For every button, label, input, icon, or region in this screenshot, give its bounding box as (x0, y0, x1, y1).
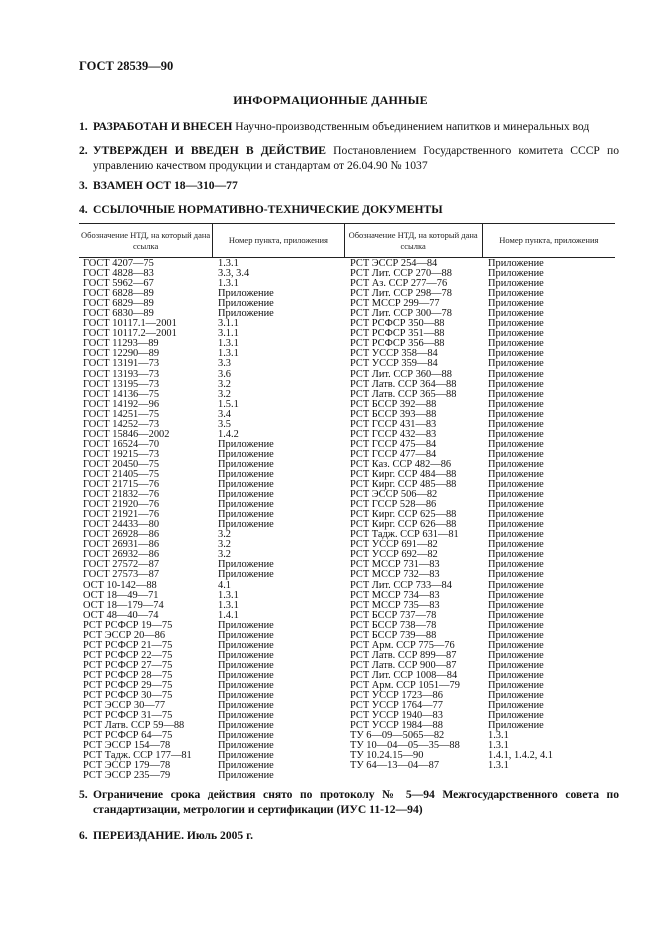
item-4 (79, 202, 619, 217)
table-cell: Приложение (488, 559, 544, 571)
table-cell: Приложение (488, 258, 544, 269)
item-text: ПЕРЕИЗДАНИЕ. Июль 2005 г. (93, 829, 253, 842)
item-3 (79, 178, 619, 193)
table-cell: Приложение (218, 720, 274, 732)
item-6 (79, 828, 619, 843)
table-cell: РСТ Латв. ССР 900—87 (350, 659, 457, 671)
table-cell: 1.3.1 (218, 348, 239, 360)
table-cell: РСТ ЭССР 254—84 (350, 258, 438, 269)
table-cell: 1.3.1 (488, 740, 509, 752)
table-cell: ГОСТ 14136—75 (83, 388, 160, 400)
table-cell: 3.3, 3.4 (218, 268, 250, 280)
table-cell: Приложение (218, 308, 274, 320)
table-cell: РСТ ГССР 475—84 (350, 438, 437, 450)
table-cell: 3.4 (218, 408, 231, 420)
table-cell: ОСТ 18—179—74 (83, 599, 164, 611)
table-cell: 3.1.1 (218, 328, 239, 340)
table-cell: Приложение (488, 690, 544, 702)
table-cell: 3.5 (218, 418, 231, 430)
table-cell: Приложение (218, 509, 274, 521)
item-number: 5. (79, 788, 88, 801)
table-cell: РСТ РСФСР 21—75 (83, 639, 173, 651)
table-cell: Приложение (488, 388, 544, 400)
item-bold: РАЗРАБОТАН И ВНЕСЕН (93, 120, 233, 133)
table-cell: РСТ МССР 732—83 (350, 569, 440, 581)
table-cell: ГОСТ 26928—86 (83, 529, 160, 541)
table-cell: Приложение (488, 649, 544, 661)
table-cell: Приложение (488, 619, 544, 631)
table-cell: ГОСТ 4207—75 (83, 258, 154, 269)
item-number: 6. (79, 829, 88, 842)
item-text: Ограничение срока действия снято по протоколу № 5—94 Межгосударственного совета по стандартизации, метрологии и сертификации (ИУС 11-12—94) (93, 788, 619, 816)
table-cell: Приложение (488, 569, 544, 581)
item-5 (79, 787, 619, 817)
table-cell: 1.4.2 (218, 428, 239, 440)
section-title: ИНФОРМАЦИОННЫЕ ДАННЫЕ (233, 93, 428, 107)
table-cell: РСТ Лит. ССР 1008—84 (350, 669, 458, 681)
table-cell: Приложение (218, 710, 274, 722)
table-cell: РСТ ГССР 431—83 (350, 418, 437, 430)
table-cell: Приложение (488, 710, 544, 722)
table-cell: Приложение (488, 529, 544, 541)
table-cell: ГОСТ 21921—76 (83, 509, 160, 521)
table-cell: Приложение (488, 428, 544, 440)
table-cell: ОСТ 10-142—88 (83, 579, 157, 591)
table-cell: РСТ ЭССР 20—86 (83, 629, 166, 641)
table-cell: ГОСТ 14251—75 (83, 408, 160, 420)
table-cell: Приложение (488, 298, 544, 310)
table-cell: Приложение (218, 468, 274, 480)
table-cell: Приложение (488, 629, 544, 641)
table-cell: Приложение (218, 619, 274, 631)
table-cell: ГОСТ 13193—73 (83, 368, 160, 380)
table-cell: РСТ УССР 1723—86 (350, 690, 443, 702)
table-cell: Приложение (218, 750, 274, 762)
table-cell: ГОСТ 10117.1—2001 (83, 318, 177, 330)
table-cell: РСТ БССР 737—78 (350, 609, 437, 621)
table-cell: Приложение (218, 288, 274, 300)
table-cell: Приложение (218, 519, 274, 531)
table-cell: РСТ УССР 358—84 (350, 348, 438, 360)
table-cell: ГОСТ 27573—87 (83, 569, 160, 581)
table-cell: ГОСТ 26932—86 (83, 549, 160, 561)
table-cell: РСТ РСФСР 19—75 (83, 619, 173, 631)
table-body (79, 258, 615, 781)
header-right-clause: Номер пункта, приложения (482, 224, 615, 257)
table-cell: 1.3.1 (218, 278, 239, 290)
table-cell: Приложение (488, 368, 544, 380)
table-cell: Приложение (488, 700, 544, 712)
table-cell: РСТ Тадж. ССР 177—81 (83, 750, 192, 762)
table-cell: РСТ ЭССР 154—78 (83, 740, 171, 752)
table-cell: ГОСТ 24433—80 (83, 519, 160, 531)
table-cell: РСТ Каз. ССР 482—86 (350, 458, 452, 470)
table-cell: Приложение (488, 318, 544, 330)
table-cell: Приложение (488, 418, 544, 430)
table-cell: Приложение (488, 278, 544, 290)
table-cell: РСТ УССР 1984—88 (350, 720, 443, 732)
item-1 (79, 119, 619, 134)
table-cell: РСТ ЭССР 30—77 (83, 700, 166, 712)
table-cell: Приложение (218, 760, 274, 772)
table-cell: Приложение (218, 438, 274, 450)
table-cell: РСТ УССР 1940—83 (350, 710, 443, 722)
table-cell: ГОСТ 20450—75 (83, 458, 160, 470)
item-bold: ВЗАМЕН ОСТ 18—310—77 (93, 179, 238, 192)
header-left-doc: Обозначение НТД, на который дана ссылка (81, 229, 211, 251)
table-cell: Приложение (218, 559, 274, 571)
table-cell: Приложение (218, 298, 274, 310)
table-cell: Приложение (218, 690, 274, 702)
table-cell: Приложение (488, 499, 544, 511)
table-cell: ГОСТ 5962—67 (83, 278, 154, 290)
table-cell: РСТ Латв. ССР 899—87 (350, 649, 457, 661)
references-table (79, 223, 615, 781)
table-cell: РСТ БССР 739—88 (350, 629, 437, 641)
table-cell: 1.3.1 (218, 599, 239, 611)
table-cell: 1.3.1 (488, 730, 509, 742)
table-cell: ГОСТ 13191—73 (83, 358, 160, 370)
table-cell: РСТ ГССР 432—83 (350, 428, 437, 440)
table-cell: РСТ Арм. ССР 1051—79 (350, 679, 460, 691)
table-cell: 3.2 (218, 549, 231, 561)
table-cell: РСТ МССР 731—83 (350, 559, 440, 571)
table-cell: Приложение (488, 468, 544, 480)
table-cell: РСТ УССР 359—84 (350, 358, 438, 370)
table-cell: ГОСТ 11293—89 (83, 338, 159, 350)
table-cell: Приложение (488, 438, 544, 450)
table-cell: 3.2 (218, 388, 231, 400)
table-cell: РСТ РСФСР 351—88 (350, 328, 445, 340)
table-cell: 3.3 (218, 358, 231, 370)
item-text: Постановлением Государственного комитета СССР по управлению качеством продукции и стандартам от 26.04.90 № 1037 (93, 144, 619, 172)
table-cell: РСТ Кирг. ССР 626—88 (350, 519, 457, 531)
table-cell: Приложение (488, 348, 544, 360)
table-cell: Приложение (218, 639, 274, 651)
table-cell: Приложение (218, 458, 274, 470)
table-cell: 1.3.1 (218, 338, 239, 350)
table-cell: РСТ РСФСР 31—75 (83, 710, 173, 722)
table-cell: Приложение (488, 328, 544, 340)
table-cell: РСТ РСФСР 22—75 (83, 649, 173, 661)
table-cell: РСТ РСФСР 28—75 (83, 669, 173, 681)
header-left-clause: Номер пункта, приложения (212, 224, 343, 257)
table-cell: Приложение (488, 509, 544, 521)
table-cell: РСТ Аз. ССР 277—76 (350, 278, 448, 290)
table-cell: 1.3.1 (218, 589, 239, 601)
table-cell: РСТ ГССР 528—86 (350, 499, 437, 511)
table-cell: РСТ МССР 299—77 (350, 298, 440, 310)
table-cell: Приложение (488, 609, 544, 621)
table-cell: ТУ 10—04—05—35—88 (350, 740, 460, 752)
table-cell: Приложение (218, 770, 274, 782)
table-cell: Приложение (218, 649, 274, 661)
table-cell: Приложение (218, 659, 274, 671)
table-cell: Приложение (488, 338, 544, 350)
table-cell: Приложение (218, 669, 274, 681)
table-cell: РСТ РСФСР 64—75 (83, 730, 173, 742)
table-cell: Приложение (488, 308, 544, 320)
table-cell: РСТ ЭССР 506—82 (350, 489, 438, 501)
table-cell: РСТ Арм. ССР 775—76 (350, 639, 455, 651)
table-cell: Приложение (488, 489, 544, 501)
table-cell: ГОСТ 6828—89 (83, 288, 154, 300)
table-cell: РСТ Латв. ССР 365—88 (350, 388, 457, 400)
table-cell: ГОСТ 21832—76 (83, 489, 160, 501)
table-cell: ГОСТ 21920—76 (83, 499, 160, 511)
table-cell: ОСТ 48—40—74 (83, 609, 159, 621)
table-cell: Приложение (218, 629, 274, 641)
table-cell: Приложение (488, 720, 544, 732)
table-cell: Приложение (218, 740, 274, 752)
table-cell: РСТ Лит. ССР 300—78 (350, 308, 452, 320)
table-cell: РСТ Лит. ССР 733—84 (350, 579, 452, 591)
item-number: 2. (79, 144, 88, 157)
header-right-doc: Обозначение НТД, на который дана ссылка (344, 224, 482, 257)
table-cell: Приложение (488, 448, 544, 460)
table-cell: ГОСТ 13195—73 (83, 378, 160, 390)
table-cell: ГОСТ 6829—89 (83, 298, 154, 310)
item-number: 3. (79, 179, 88, 192)
table-cell: ГОСТ 21715—76 (83, 479, 160, 491)
table-cell: РСТ ЭССР 235—79 (83, 770, 171, 782)
table-cell: РСТ РСФСР 356—88 (350, 338, 445, 350)
table-cell: РСТ Кирг. ССР 484—88 (350, 468, 457, 480)
table-cell: 1.4.1, 1.4.2, 4.1 (488, 750, 553, 762)
table-cell: РСТ РСФСР 350—88 (350, 318, 445, 330)
table-cell: Приложение (218, 730, 274, 742)
table-cell: ГОСТ 15846—2002 (83, 428, 170, 440)
table-cell: Приложение (488, 288, 544, 300)
table-cell: ТУ 10.24.15—90 (350, 750, 424, 762)
table-cell: ГОСТ 14192—96 (83, 398, 160, 410)
table-cell: РСТ БССР 738—78 (350, 619, 437, 631)
table-cell: Приложение (488, 268, 544, 280)
table-cell: Приложение (488, 589, 544, 601)
table-cell: 1.4.1 (218, 609, 239, 621)
table-cell: РСТ Кирг. ССР 625—88 (350, 509, 457, 521)
table-cell: ГОСТ 6830—89 (83, 308, 154, 320)
column-right-clauses (482, 259, 615, 781)
table-cell: 3.2 (218, 539, 231, 551)
table-cell: Приложение (218, 569, 274, 581)
table-cell: Приложение (488, 669, 544, 681)
table-cell: Приложение (488, 519, 544, 531)
item-2 (79, 143, 619, 173)
table-cell: Приложение (488, 639, 544, 651)
table-cell: 1.3.1 (218, 258, 239, 269)
table-cell: Приложение (218, 479, 274, 491)
table-cell: 3.6 (218, 368, 231, 380)
table-cell: РСТ БССР 393—88 (350, 408, 437, 420)
item-number: 1. (79, 120, 88, 133)
table-cell: РСТ УССР 691—82 (350, 539, 438, 551)
table-cell: ТУ 64—13—04—87 (350, 760, 440, 772)
table-cell: РСТ Латв. ССР 59—88 (83, 720, 185, 732)
table-cell: Приложение (488, 549, 544, 561)
table-cell: Приложение (488, 599, 544, 611)
table-cell: РСТ МССР 734—83 (350, 589, 440, 601)
table-cell: ГОСТ 27572—87 (83, 559, 160, 571)
table-cell: Приложение (218, 499, 274, 511)
table-cell: ГОСТ 14252—73 (83, 418, 160, 430)
column-right-docs (344, 259, 482, 781)
table-cell: Приложение (488, 398, 544, 410)
item-text: Научно-производственным объединением напитков и минеральных вод (232, 120, 590, 133)
table-cell: ГОСТ 26931—86 (83, 539, 160, 551)
document-code: ГОСТ 28539—90 (79, 59, 174, 73)
table-cell: ГОСТ 16524—70 (83, 438, 160, 450)
table-cell: Приложение (218, 700, 274, 712)
table-cell: Приложение (218, 489, 274, 501)
table-cell: РСТ Тадж. ССР 631—81 (350, 529, 459, 541)
table-cell: 1.3.1 (488, 760, 509, 772)
column-left-docs (79, 259, 213, 781)
column-left-clauses (213, 259, 344, 781)
table-cell: ТУ 6—09—5065—82 (350, 730, 445, 742)
table-cell: Приложение (218, 448, 274, 460)
table-cell: Приложение (488, 659, 544, 671)
table-cell: РСТ Кирг. ССР 485—88 (350, 479, 457, 491)
table-cell: Приложение (488, 458, 544, 470)
table-cell: РСТ ЭССР 179—78 (83, 760, 171, 772)
table-cell: ГОСТ 10117.2—2001 (83, 328, 177, 340)
item-bold: ССЫЛОЧНЫЕ НОРМАТИВНО-ТЕХНИЧЕСКИЕ ДОКУМЕНТЫ (93, 203, 443, 216)
table-header (79, 224, 615, 258)
table-cell: 3.2 (218, 378, 231, 390)
table-cell: РСТ РСФСР 29—75 (83, 679, 173, 691)
table-cell: ГОСТ 4828—83 (83, 268, 154, 280)
table-cell: Приложение (488, 539, 544, 551)
table-cell: Приложение (488, 579, 544, 591)
item-bold: УТВЕРЖДЕН И ВВЕДЕН В ДЕЙСТВИЕ (93, 144, 327, 157)
table-cell: РСТ УССР 692—82 (350, 549, 438, 561)
table-cell: Приложение (488, 679, 544, 691)
item-number: 4. (79, 203, 88, 216)
table-cell: РСТ Лит. ССР 360—88 (350, 368, 452, 380)
table-cell: Приложение (488, 479, 544, 491)
table-cell: РСТ МССР 735—83 (350, 599, 440, 611)
table-cell: ГОСТ 12290—89 (83, 348, 160, 360)
table-cell: ОСТ 18—49—71 (83, 589, 159, 601)
table-cell: РСТ БССР 392—88 (350, 398, 437, 410)
table-cell: ГОСТ 21405—75 (83, 468, 160, 480)
table-cell: ГОСТ 19215—73 (83, 448, 160, 460)
table-cell: Приложение (488, 358, 544, 370)
table-cell: 1.5.1 (218, 398, 239, 410)
table-cell: РСТ Латв. ССР 364—88 (350, 378, 457, 390)
table-cell: РСТ РСФСР 30—75 (83, 690, 173, 702)
table-cell: Приложение (488, 378, 544, 390)
table-cell: РСТ Лит. ССР 298—78 (350, 288, 452, 300)
table-cell: РСТ РСФСР 27—75 (83, 659, 173, 671)
table-cell: 3.1.1 (218, 318, 239, 330)
table-cell: Приложение (488, 408, 544, 420)
table-cell: РСТ Лит. ССР 270—88 (350, 268, 452, 280)
table-cell: 3.2 (218, 529, 231, 541)
table-cell: Приложение (218, 679, 274, 691)
table-cell: 4.1 (218, 579, 231, 591)
table-cell: РСТ УССР 1764—77 (350, 700, 443, 712)
table-cell: РСТ ГССР 477—84 (350, 448, 437, 460)
